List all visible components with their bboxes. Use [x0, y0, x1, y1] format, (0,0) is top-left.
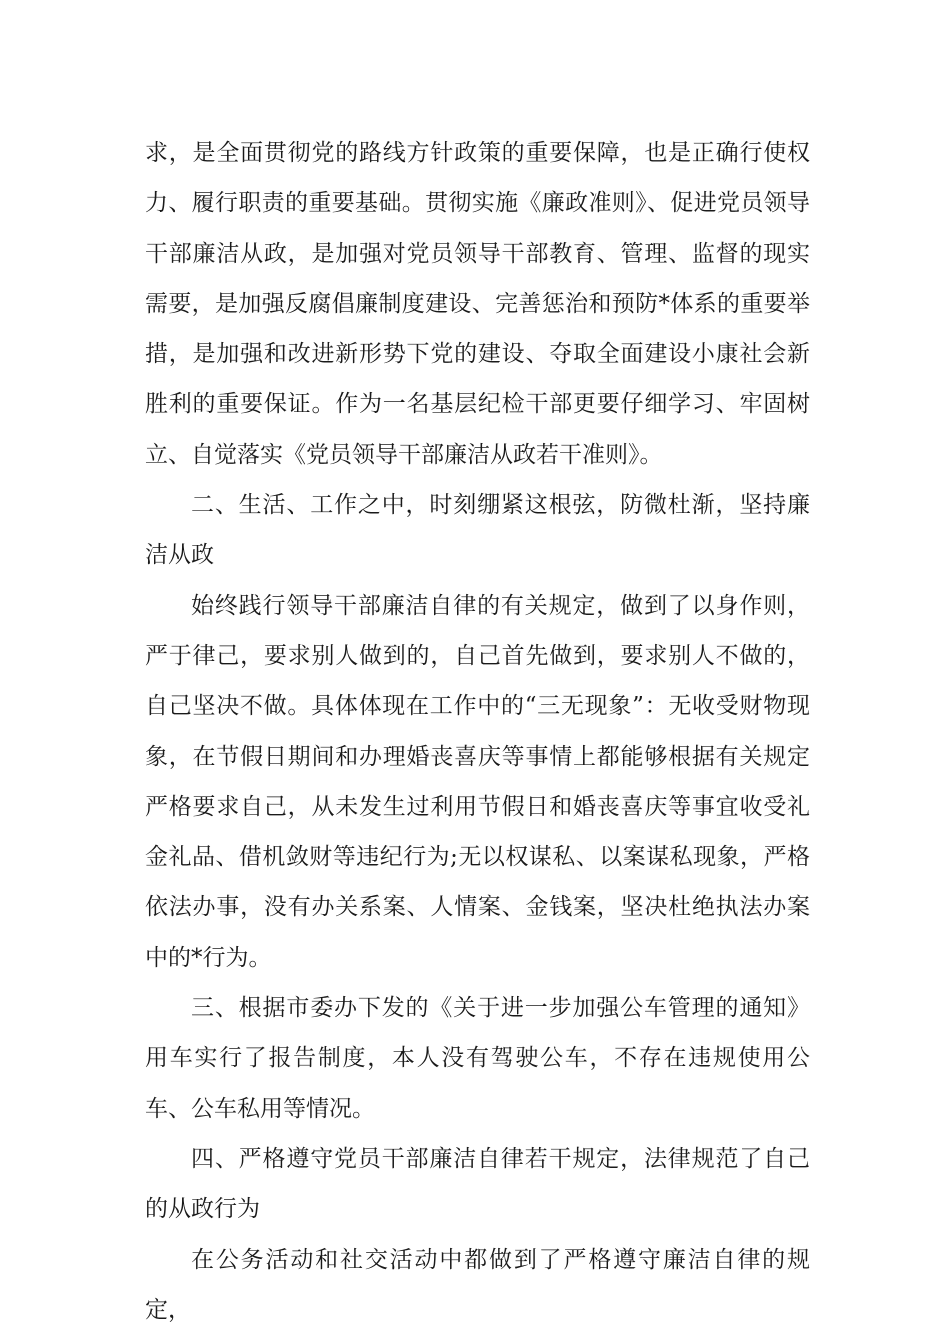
section-heading-2: 二、生活、工作之中，时刻绷紧这根弦，防微杜渐，坚持廉洁从政 [145, 492, 810, 569]
paragraph-section-2: 始终践行领导干部廉洁自律的有关规定，做到了以身作则，严于律己，要求别人做到的，自己首先做到，要求别人不做的，自己坚决不做。具体体现在工作中的“三无现象”：无收受财物现象，在节假日期间和办理婚丧喜庆等事情上都能够根据有关规定严格要求自己，从未发生过利用节假日和婚丧喜庆等事宜收受礼金礼品、借机敛财等违纪行为;无以权谋私、以案谋私现象，严格依法办事，没有办关系案、人情案、金钱案，坚决杜绝执法办案中的*行为。 [145, 592, 810, 971]
paragraph-section-4: 在公务活动和社交活动中都做到了严格遵守廉洁自律的规定， [145, 1246, 810, 1323]
document-body [145, 128, 810, 1335]
section-heading-3: 三、根据市委办下发的《关于进一步加强公车管理的通知》用车实行了报告制度，本人没有驾驶公车，不存在违规使用公车、公车私用等情况。 [145, 995, 810, 1122]
section-heading-4: 四、严格遵守党员干部廉洁自律若干规定，法律规范了自己的从政行为 [145, 1145, 810, 1223]
paragraph-continuation: 求，是全面贯彻党的路线方针政策的重要保障，也是正确行使权力、履行职责的重要基础。贯彻实施《廉政准则》、促进党员领导干部廉洁从政，是加强对党员领导干部教育、管理、监督的现实需要，是加强反腐倡廉制度建设、完善惩治和预防*体系的重要举措，是加强和改进新形势下党的建设、夺取全面建设小康社会新胜利的重要保证。作为一名基层纪检干部更要仔细学习、牢固树立、自觉落实《党员领导干部廉洁从政若干准则》。 [145, 140, 810, 468]
